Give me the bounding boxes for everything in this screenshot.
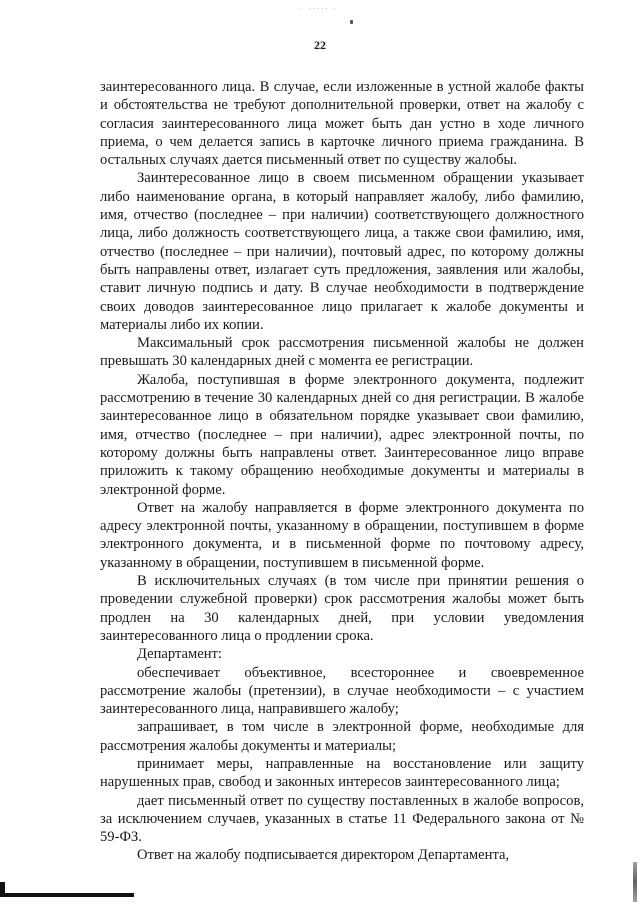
paragraph: принимает меры, направленные на восстановление или защиту нарушенных прав, свобод и законных интересов заинтересованного лица; bbox=[100, 755, 584, 791]
paragraph: Ответ на жалобу подписывается директором Департамента, bbox=[137, 847, 510, 864]
paragraph: Департамент: bbox=[137, 646, 222, 663]
paragraph: заинтересованного лица. В случае, если изложенные в устной жалобе факты и обстоятельства не требуют дополнительной проверки, ответ на жалобу с согласия заинтересованного лица может быть дан устно в ходе личного приема, о чем делается запись в карточке личного приема гражданина. В остальных случаях дается письменный ответ по существу жалобы. bbox=[100, 79, 584, 169]
paragraph: Заинтересованное лицо в своем письменном обращении указывает либо наименование органа, в который направляет жалобу, либо фамилию, имя, отчество (последнее – при наличии) соответствующего должностного лица, либо должность соответствующего лица, а также свои фамилию, имя, отчество (последнее – при наличии), почтовый адрес, по которому должны быть направлены ответ, излагает суть предложения, заявления или жалобы, ставит личную подпись и дату. В случае необходимости в подтверждение своих доводов заинтересованное лицо прилагает к жалобе документы и материалы либо их копии. bbox=[100, 170, 584, 333]
scan-edge-mark bbox=[633, 862, 637, 902]
scan-border-line bbox=[0, 893, 134, 897]
paragraph: дает письменный ответ по существу поставленных в жалобе вопросов, за исключением случаев, указанных в статье 11 Федерального закона от № 59-ФЗ. bbox=[100, 792, 584, 846]
paragraph: В исключительных случаях (в том числе при принятии решения о проведении служебной проверки) срок рассмотрения жалобы может быть продлен на 30 календарных дней, при условии уведомления заинтересованного лица о продлении срока. bbox=[100, 573, 584, 644]
paragraph: запрашивает, в том числе в электронной форме, необходимые для рассмотрения жалобы документы и материалы; bbox=[100, 719, 584, 754]
paragraph: обеспечивает объективное, всестороннее и своевременное рассмотрение жалобы (претензии), в случае необходимости – с участием заинтересованного лица, направившего жалобу; bbox=[100, 664, 584, 718]
scan-artifact-mark: · ····· · bbox=[300, 5, 338, 13]
scan-artifact-dot bbox=[350, 20, 353, 24]
paragraph: Жалоба, поступившая в форме электронного документа, подлежит рассмотрению в течение 30 календарных дней со дня регистрации. В жалобе заинтересованное лицо в обязательном порядке указывает свои фамилию, имя, отчество (последнее – при наличии), адрес электронной почты, по которому должны быть направлены ответ. Заинтересованное лицо вправе приложить к такому обращению необходимые документы и материалы в электронной форме. bbox=[100, 371, 584, 498]
paragraph: Ответ на жалобу направляется в форме электронного документа по адресу электронной почты, указанному в обращении, поступившем в форме электронного документа, и в письменной форме по почтовому адресу, указанному в обращении, поступившем в письменной форме. bbox=[100, 499, 584, 571]
paragraph: Максимальный срок рассмотрения письменной жалобы не должен превышать 30 календарных дней с момента ее регистрации. bbox=[100, 335, 584, 370]
body-text bbox=[100, 78, 584, 865]
page-number: 22 bbox=[314, 38, 326, 52]
